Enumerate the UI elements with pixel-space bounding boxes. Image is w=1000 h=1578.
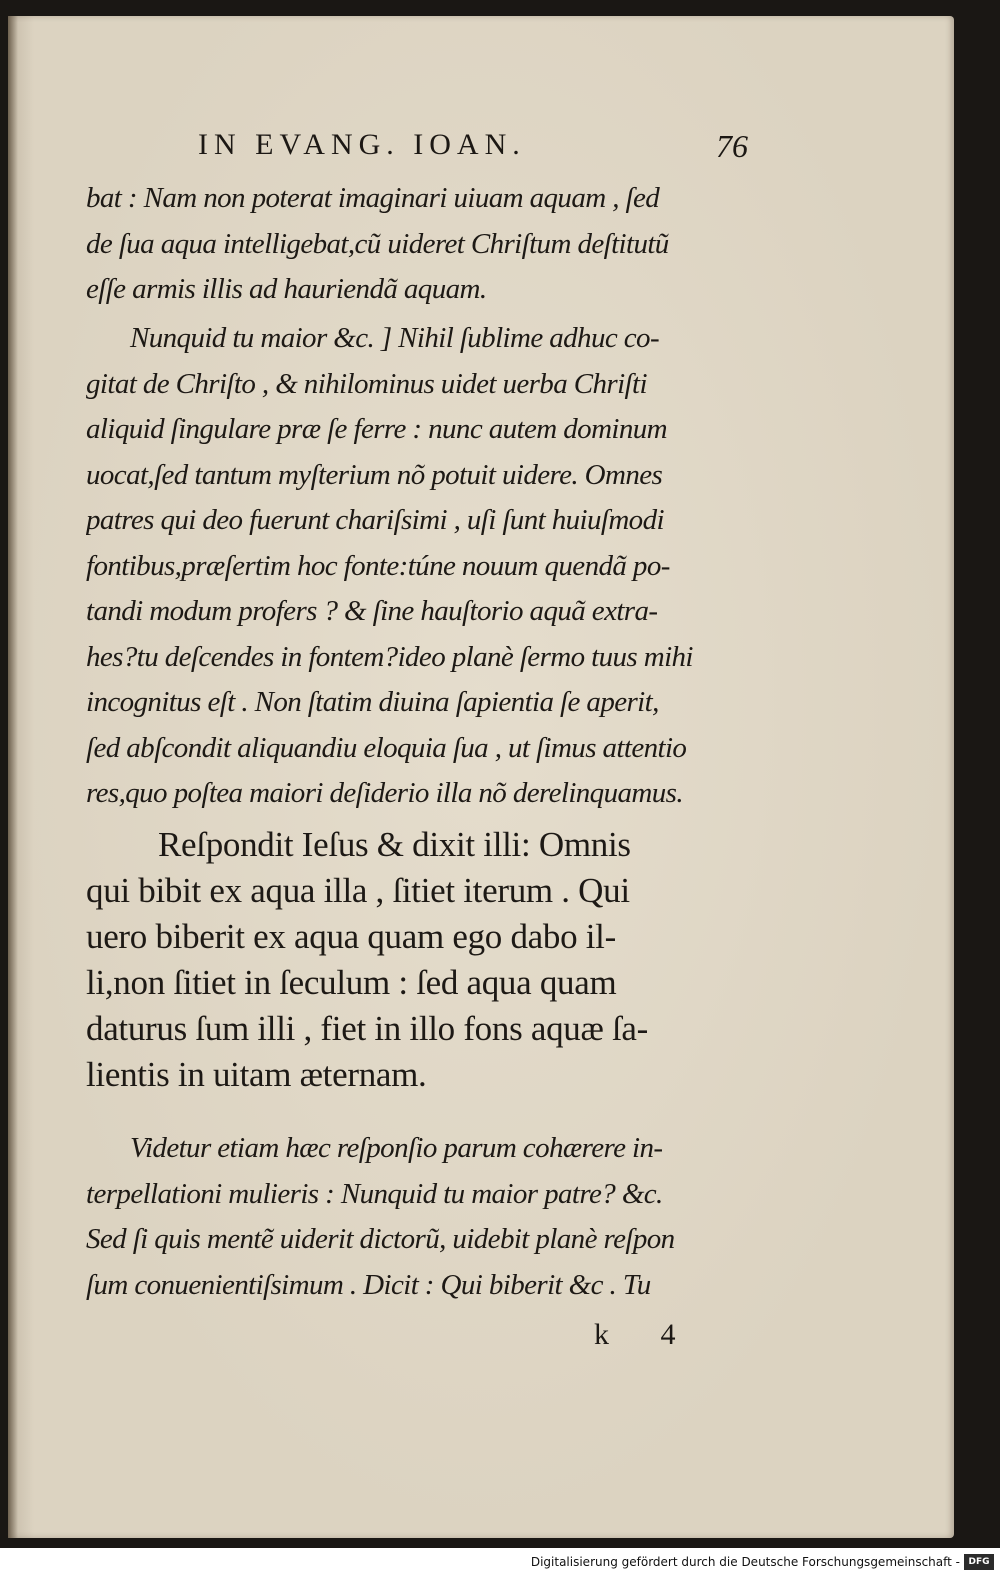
text-line: lientis in uitam æternam.	[86, 1055, 427, 1094]
funding-credit: Digitalisierung gefördert durch die Deutsche Forschungsgemeinschaft -	[530, 1555, 960, 1569]
text-line: terpellationi mulieris : Nunquid tu maior patre? &c.	[86, 1177, 663, 1210]
text-line: res,quo poſtea maiori deſiderio illa nõ derelinquamus.	[86, 777, 683, 809]
folio-number: 76	[716, 128, 748, 164]
signature-mark: k 4	[594, 1318, 698, 1351]
scripture-passage	[86, 822, 758, 1098]
text-line: de ſua aqua intelligebat,cũ uideret Chriſtum deſtitutũ	[86, 227, 669, 260]
running-head	[198, 128, 758, 168]
book-page	[8, 16, 954, 1538]
commentary-paragraph-1	[86, 176, 758, 313]
text-line: ſed abſcondit aliquandiu eloquia ſua , ut ſimus attentio	[86, 731, 687, 764]
text-line: fontibus,præſertim hoc fonte:túne nouum quendã po-	[86, 549, 670, 582]
text-line: aliquid ſingulare præ ſe ferre : nunc autem dominum	[86, 413, 668, 445]
text-line: Reſpondit Ieſus & dixit illi: Omnis	[158, 825, 631, 864]
footer-bar	[0, 1548, 1000, 1578]
text-line: uocat,ſed tantum myſterium nõ potuit uidere. Omnes	[86, 458, 663, 491]
text-line: uero biberit ex aqua quam ego dabo il-	[86, 917, 616, 956]
commentary-paragraph-2	[86, 316, 758, 817]
commentary-paragraph-3	[86, 1126, 758, 1308]
running-head-title: IN EVANG. IOAN.	[198, 128, 526, 161]
text-line: gitat de Chriſto , & nihilominus uidet uerba Chriſti	[86, 367, 647, 400]
text-line: tandi modum profers ? & ſine hauſtorio aquã extra-	[86, 595, 658, 627]
text-line: bat : Nam non poterat imaginari uiuam aquam , ſed	[86, 182, 660, 214]
dfg-logo: DFG	[964, 1554, 994, 1570]
text-line: qui bibit ex aqua illa , ſitiet iterum . Qui	[86, 871, 630, 910]
text-line: hes?tu deſcendes in fontem?ideo planè ſermo tuus mihi	[86, 640, 693, 673]
text-line: patres qui deo fuerunt chariſsimi , uſi ſunt huiuſmodi	[86, 504, 664, 536]
text-line: Sed ſi quis mentẽ uiderit dictorũ, uidebit planè reſpon	[86, 1223, 675, 1255]
text-line: Videtur etiam hæc reſponſio parum cohærere in-	[130, 1132, 663, 1164]
text-line: li,non ſitiet in ſeculum : ſed aqua quam	[86, 963, 617, 1002]
text-line: incognitus eſt . Non ſtatim diuina ſapientia ſe aperit,	[86, 686, 659, 718]
text-line: eſſe armis illis ad hauriendã aquam.	[86, 273, 487, 305]
text-line: Nunquid tu maior &c. ] Nihil ſublime adhuc co-	[130, 322, 660, 354]
gutter-shadow	[8, 16, 18, 1538]
text-line: daturus ſum illi , fiet in illo fons aquæ ſa-	[86, 1009, 648, 1048]
text-line: ſum conuenientiſsimum . Dicit : Qui biberit &c . Tu	[86, 1268, 651, 1301]
